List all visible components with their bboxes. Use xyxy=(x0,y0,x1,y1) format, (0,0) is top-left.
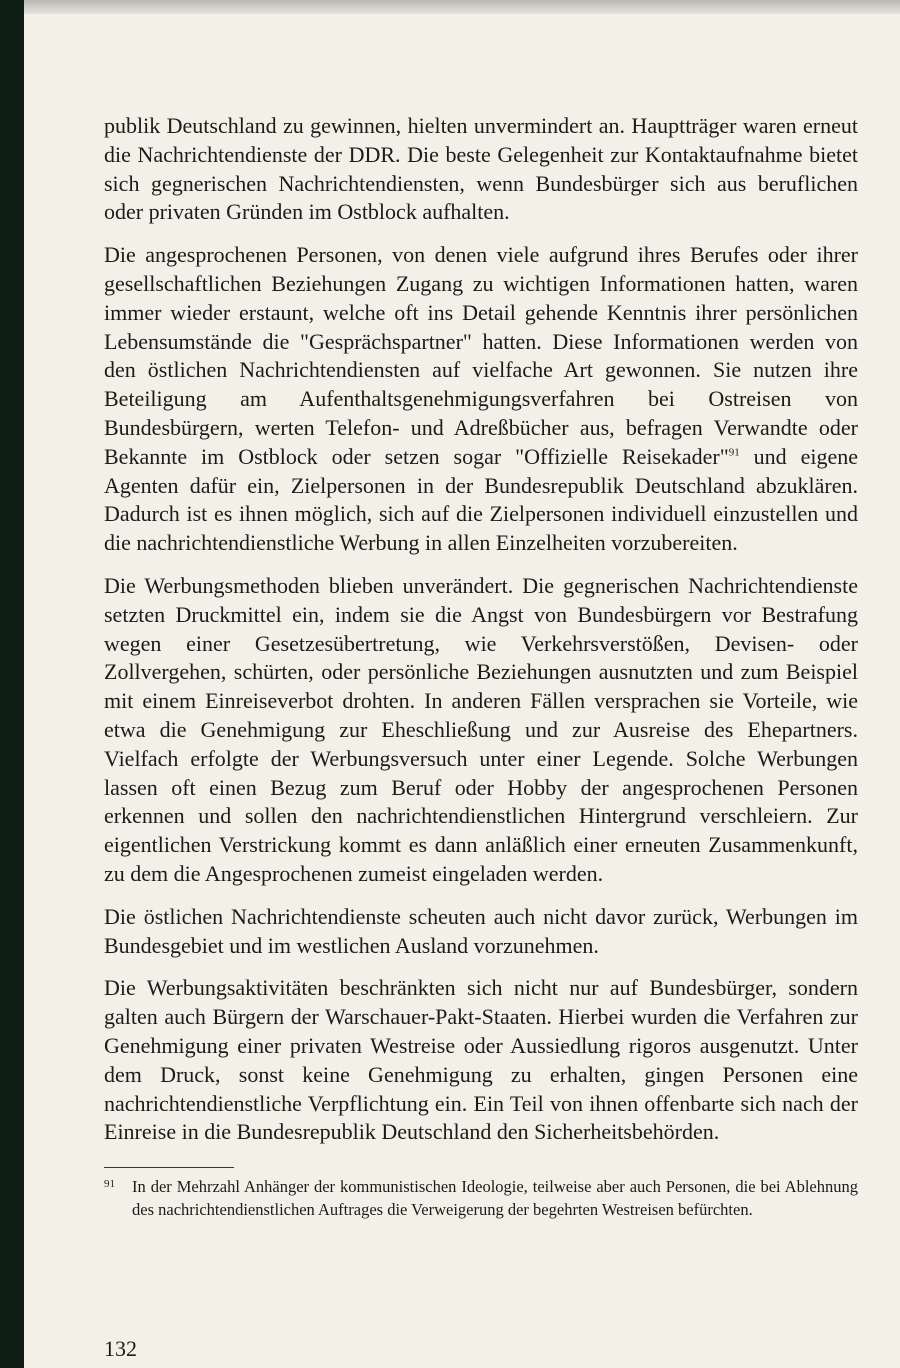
footnote-divider xyxy=(104,1167,234,1168)
footnote-reference: 91 xyxy=(728,446,740,459)
paragraph-2-text-before-ref: Die angesprochenen Personen, von denen viele aufgrund ihres Berufes oder ihrer gesellschaftlichen Beziehungen Zugang zu wichtigen Informationen hatten, waren immer wieder erstaunt, welche oft ins Detail gehende Kenntnis ihrer persönlichen Lebensumstände die "Gesprächspartner" hatten. Diese Informationen werden von den östlichen Nachrichtendiensten auf vielfache Art gewonnen. Sie nutzen ihre Beteiligung am Aufenthaltsgenehmigungsverfahren bei Ostreisen von Bundesbürgern, werten Telefon- und Adreßbücher aus, befragen Verwandte oder Bekannte im Ostblock oder setzen sogar "Offizielle Reisekader" xyxy=(104,242,858,469)
paragraph-2 xyxy=(104,241,858,558)
footnote-number: 91 xyxy=(104,1178,115,1191)
footnote xyxy=(104,1176,858,1221)
paragraph-4: Die östlichen Nachrichtendienste scheuten auch nicht davor zurück, Werbungen im Bundesgebiet und im westlichen Ausland vorzunehmen. xyxy=(104,903,858,958)
scan-top-edge xyxy=(24,0,900,14)
scan-binding-edge xyxy=(0,0,24,1368)
page-body xyxy=(104,112,858,1221)
paragraph-3: Die Werbungsmethoden blieben unverändert. Die gegnerischen Nachrichtendienste setzten Druckmittel ein, indem sie die Angst von Bundesbürgern vor Bestrafung wegen einer Gesetzesübertretung, wie Verkehrsverstößen, Devisen- oder Zollvergehen, schürten, oder persönliche Beziehungen ausnutzten und zum Beispiel mit einem Einreiseverbot drohten. In anderen Fällen versprachen sie Vorteile, wie etwa die Genehmigung zur Eheschließung und zur Ausreise des Ehepartners. Vielfach erfolgte der Werbungsversuch unter einer Legende. Solche Werbungen lassen oft einen Bezug zum Beruf oder Hobby der angesprochenen Personen erkennen und sollen den nachrichtendienstlichen Hintergrund verschleiern. Zur eigentlichen Verstrickung kommt es dann anläßlich einer erneuten Zusammenkunft, zu dem die Angesprochenen zumeist eingeladen werden. xyxy=(104,572,858,886)
footnote-text: In der Mehrzahl Anhänger der kommunistischen Ideologie, teilweise aber auch Personen, die bei Ablehnung des nachrichtendienstlichen Auftrages die Verweigerung der begehrten Westreisen befürchten. xyxy=(132,1177,858,1219)
page-number: 132 xyxy=(104,1336,137,1361)
paragraph-5: Die Werbungsaktivitäten beschränkten sich nicht nur auf Bundesbürger, sondern galten auch Bürgern der Warschauer-Pakt-Staaten. Hierbei wurden die Verfahren zur Genehmigung einer privaten Westreise oder Aussiedlung rigoros ausgenutzt. Unter dem Druck, sonst keine Genehmigung zu erhalten, gingen Personen eine nachrichtendienstliche Verpflichtung ein. Ein Teil von ihnen offenbarte sich nach der Einreise in die Bundesrepublik Deutschland den Sicherheitsbehörden. xyxy=(104,975,858,1145)
paragraph-1: publik Deutschland zu gewinnen, hielten unvermindert an. Hauptträger waren erneut die Nachrichtendienste der DDR. Die beste Gelegenheit zur Kontaktaufnahme bietet sich gegnerischen Nachrichtendiensten, wenn Bundesbürger sich aus beruflichen oder privaten Gründen im Ostblock aufhalten. xyxy=(104,113,858,225)
paragraph-2-text-after-ref: und eigene Agenten dafür ein, Zielpersonen in der Bundesrepublik Deutschland abzuklären. Dadurch ist es ihnen möglich, sich auf die Zielpersonen individuell einzustellen und die nachrichtendienstliche Werbung in allen Einzelheiten vorzubereiten. xyxy=(104,443,858,556)
